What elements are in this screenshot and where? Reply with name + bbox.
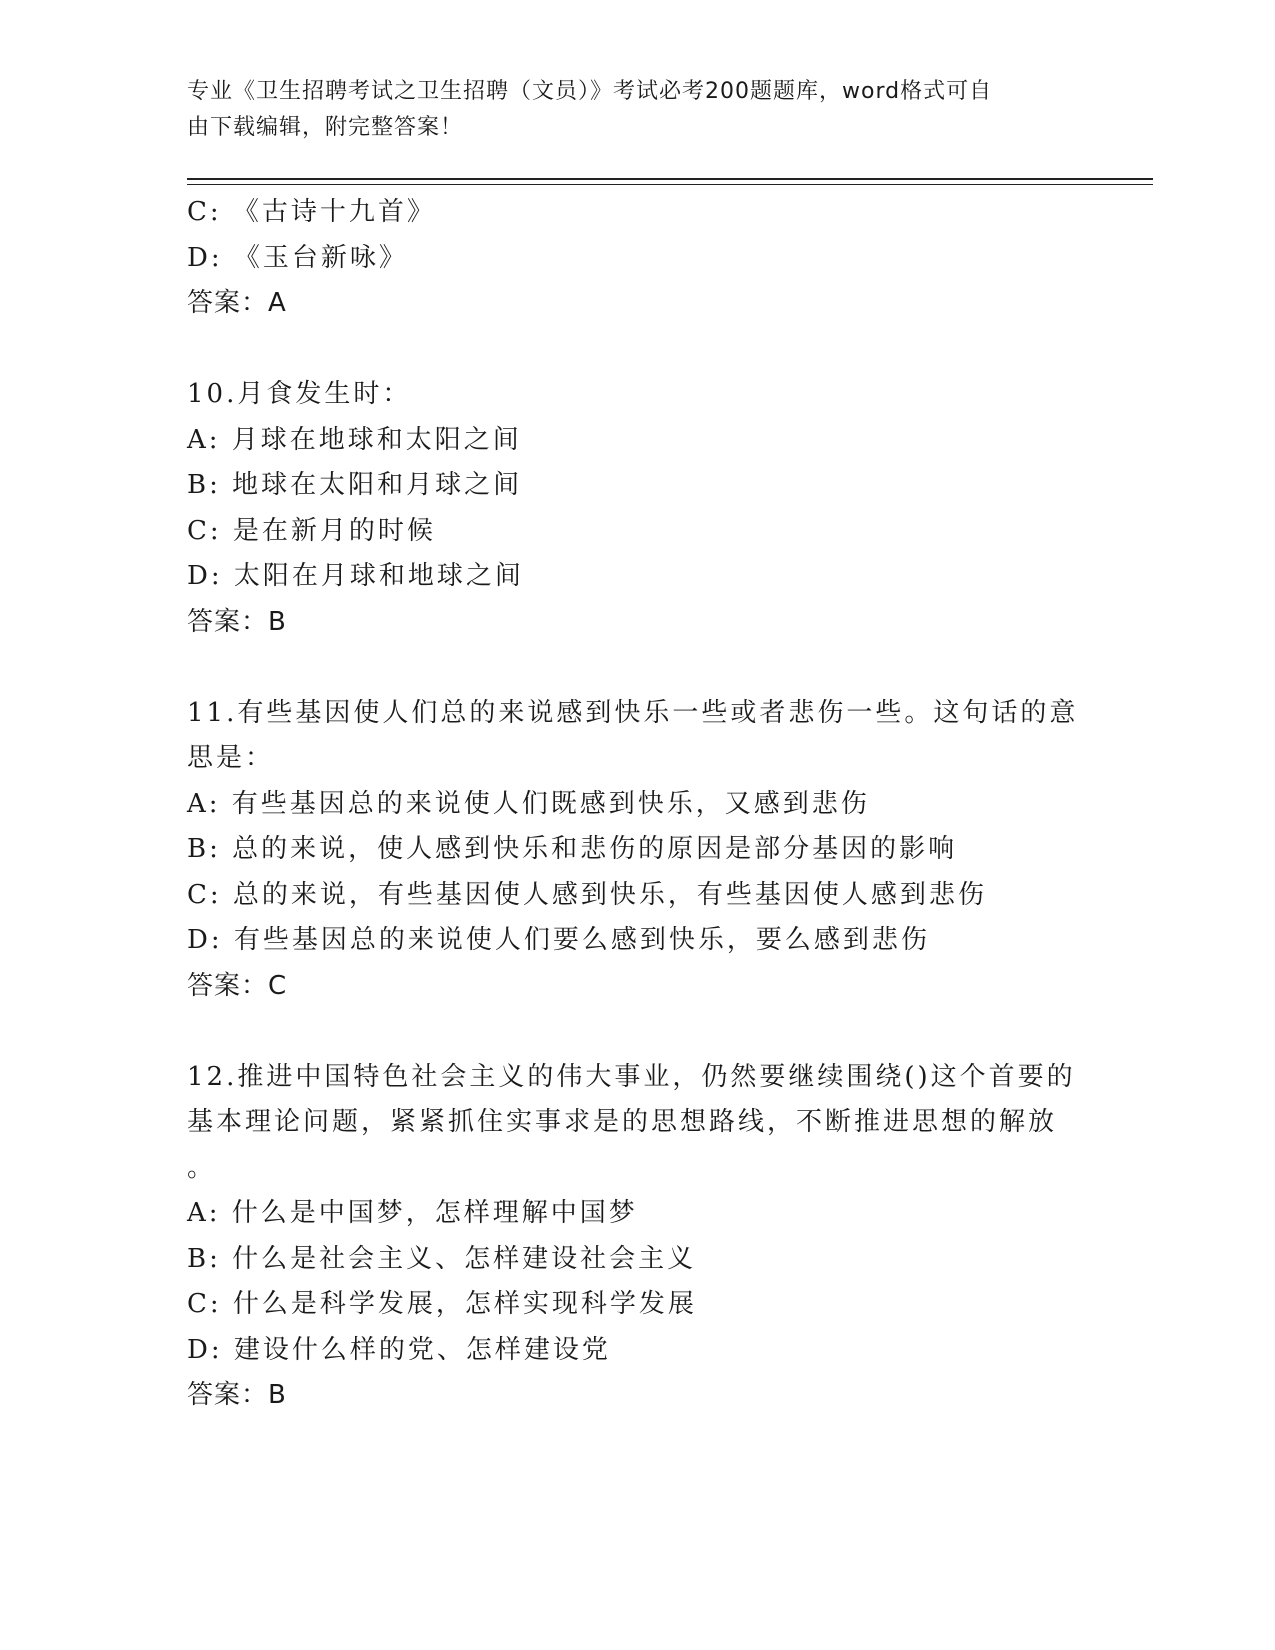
option-d: D: 建设什么样的党、怎样建设党 [187,1334,611,1365]
header-line-2: 由下载编辑，附完整答案！ [187,115,464,140]
prev-question-tail [187,190,1087,327]
answer-line: 答案：A [187,288,287,318]
question-stem-line-2: 思是： [187,743,275,773]
option-c: C: 什么是科学发展，怎样实现科学发展 [187,1289,697,1319]
option-a: A: 什么是中国梦，怎样理解中国梦 [187,1198,638,1228]
spacer [187,645,1087,691]
document-header [187,74,1087,146]
question-stem-line-1: 12.推进中国特色社会主义的伟大事业，仍然要继续围绕()这个首要的 [187,1061,1076,1092]
question-stem-line-3: 。 [187,1152,217,1183]
question-list [187,190,1087,1419]
answer-line: 答案：C [187,970,288,1001]
question-10 [187,372,1087,645]
option-d: D: 有些基因总的来说使人们要么感到快乐，要么感到悲伤 [187,925,930,955]
option-a: A: 有些基因总的来说使人们既感到快乐，又感到悲伤 [187,788,870,819]
option-a: A: 月球在地球和太阳之间 [187,424,522,455]
header-divider [187,178,1153,185]
option-c: C: 《古诗十九首》 [187,197,436,227]
header-line-1: 专业《卫生招聘考试之卫生招聘（文员）》考试必考200题题库，word格式可自 [187,79,993,104]
option-b: B: 总的来说，使人感到快乐和悲伤的原因是部分基因的影响 [187,834,958,864]
question-stem-line-2: 基本理论问题，紧紧抓住实事求是的思想路线，不断推进思想的解放 [187,1107,1058,1137]
spacer [187,1009,1087,1055]
answer-line: 答案：B [187,1380,287,1410]
question-11 [187,691,1087,1010]
option-c: C: 总的来说，有些基因使人感到快乐，有些基因使人感到悲伤 [187,879,987,910]
option-d: D: 太阳在月球和地球之间 [187,561,524,591]
option-b: B: 什么是社会主义、怎样建设社会主义 [187,1243,697,1274]
option-c: C: 是在新月的时候 [187,515,436,546]
question-stem: 10.月食发生时： [187,379,412,409]
spacer [187,327,1087,373]
question-stem-line-1: 11.有些基因使人们总的来说感到快乐一些或者悲伤一些。这句话的意 [187,697,1079,728]
option-d: D: 《玉台新咏》 [187,242,408,273]
option-b: B: 地球在太阳和月球之间 [187,470,523,500]
answer-line: 答案：B [187,606,287,637]
question-12 [187,1055,1087,1419]
